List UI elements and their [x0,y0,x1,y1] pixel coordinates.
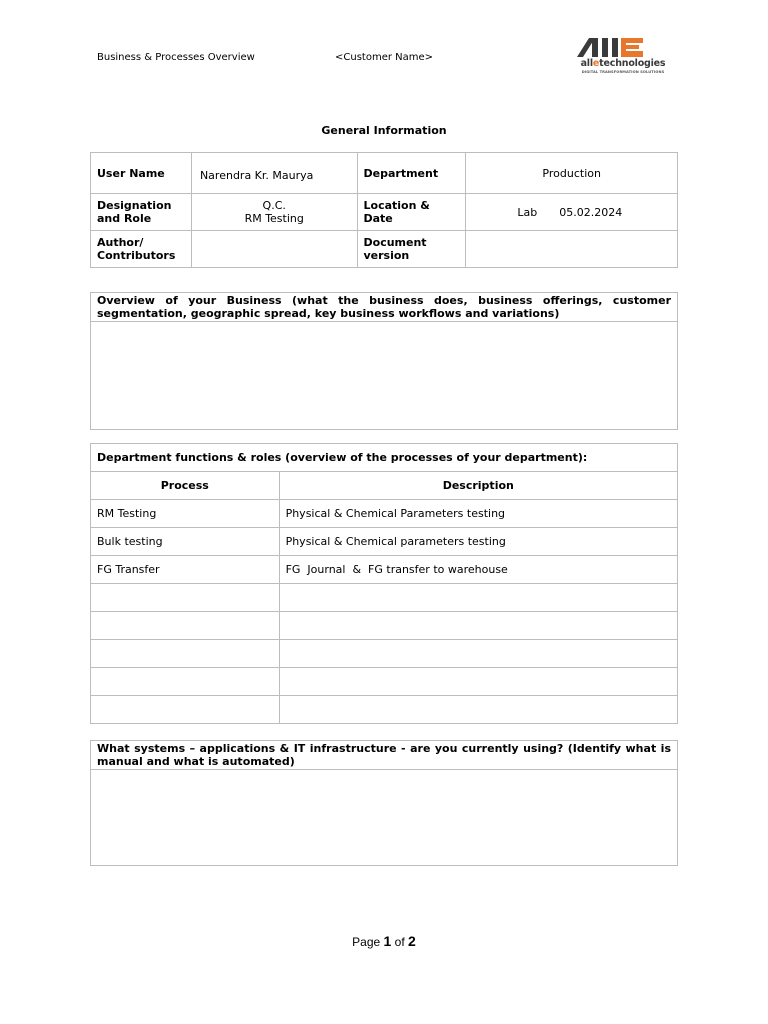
department-value[interactable]: Production [466,153,678,194]
process-cell[interactable]: FG Transfer [91,556,280,584]
process-cell[interactable] [91,640,280,668]
table-header-row [91,472,678,500]
of-word: of [394,935,405,949]
business-overview-section [90,292,678,430]
author-contributors-label: Author/ Contributors [91,231,192,268]
process-cell[interactable]: RM Testing [91,500,280,528]
department-label: Department [357,153,466,194]
description-cell[interactable] [279,612,677,640]
column-header-description: Description [279,472,677,500]
process-cell[interactable] [91,668,280,696]
location-date-label: Location & Date [357,194,466,231]
table-row [91,696,678,724]
page-number [0,933,768,949]
table-row [91,500,678,528]
description-cell[interactable]: FG Journal & FG transfer to warehouse [279,556,677,584]
description-cell[interactable] [279,696,677,724]
header-customer-name: <Customer Name> [335,52,434,63]
table-row [91,153,678,194]
page-word: Page [352,935,381,949]
table-row [91,556,678,584]
description-cell[interactable] [279,584,677,612]
location-date-value[interactable] [466,194,678,231]
it-systems-section [90,740,678,866]
document-version-value[interactable] [466,231,678,268]
section-title-general-information: General Information [321,124,447,137]
header-document-title: Business & Processes Overview [97,52,255,63]
process-cell[interactable] [91,584,280,612]
user-name-value[interactable]: Narendra Kr. Maurya [191,153,357,194]
logo-mark-icon [575,36,671,58]
author-contributors-value[interactable] [191,231,357,268]
company-logo [572,36,674,80]
table-row [91,640,678,668]
table-row [91,444,678,472]
process-cell[interactable]: Bulk testing [91,528,280,556]
designation-value[interactable]: Q.C. RM Testing [191,194,357,231]
user-name-label: User Name [91,153,192,194]
location-value: Lab [517,205,538,219]
document-version-label: Document version [357,231,466,268]
table-row [91,668,678,696]
logo-tagline: DIGITAL TRANSFORMATION SOLUTIONS [581,70,665,74]
department-functions-table [90,443,678,724]
logo-wordmark: alletechnologies [580,58,666,69]
it-systems-heading: What systems – applications & IT infrastructure - are you currently using? (Identify what is manual and what is automated) [91,741,677,770]
process-cell[interactable] [91,696,280,724]
designation-label: Designation and Role [91,194,192,231]
department-functions-heading: Department functions & roles (overview of the processes of your department): [91,444,678,472]
description-cell[interactable]: Physical & Chemical Parameters testing [279,500,677,528]
date-value: 05.02.2024 [559,205,623,219]
description-cell[interactable]: Physical & Chemical parameters testing [279,528,677,556]
description-cell[interactable] [279,640,677,668]
process-cell[interactable] [91,612,280,640]
table-row [91,194,678,231]
it-systems-content[interactable] [91,770,677,860]
table-row [91,528,678,556]
total-pages: 2 [408,933,416,949]
table-row [91,231,678,268]
business-overview-content[interactable] [91,322,677,422]
column-header-process: Process [91,472,280,500]
general-information-table [90,152,678,268]
business-overview-heading: Overview of your Business (what the business does, business offerings, customer segmentation, geographic spread, key business workflows and variations) [91,293,677,322]
current-page: 1 [383,933,392,949]
description-cell[interactable] [279,668,677,696]
table-row [91,612,678,640]
table-row [91,584,678,612]
